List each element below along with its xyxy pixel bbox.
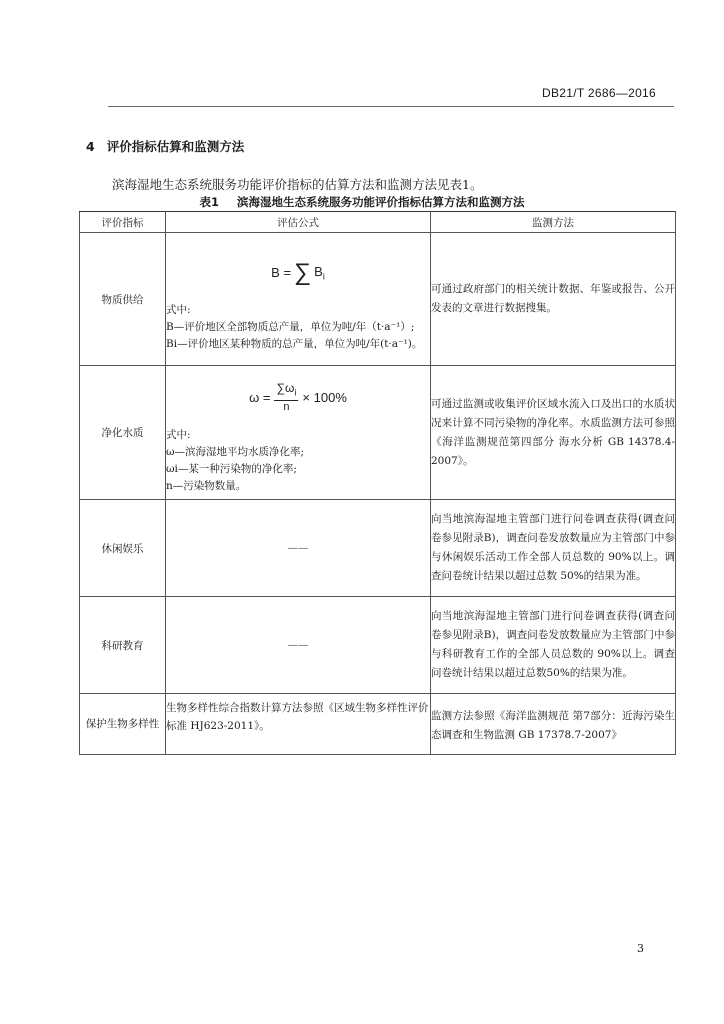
table-header-row [80,212,676,233]
formula-note-line: ωi—某一种污染物的净化率; [166,462,297,475]
indicator-table [79,211,676,755]
formula-note-line: ω—滨海湿地平均水质净化率; [166,445,305,458]
formula-note-line: B—评价地区全部物质总产量，单位为吨/年（t·a⁻¹）; [166,320,415,333]
formula-equation: B = ∑ $B_i$ [271,258,325,286]
formula-note-line: Bi—评价地区某种物质的总产量，单位为吨/年(t·a⁻¹)。 [166,337,423,350]
table-number: 表1 [199,195,219,209]
section-number: 4 [86,139,95,154]
table-title: 滨海湿地生态系统服务功能评价指标估算方法和监测方法 [237,195,525,209]
header-formula: 评估公式 [166,212,431,233]
table-row [80,694,676,755]
formula-notes [166,302,430,355]
indicator-cell: 净化水质 [80,366,166,500]
method-cell: 监测方法参照《海洋监测规范 第7部分：近海污染生态调查和生物监测 GB 17378.7-2007》 [431,694,676,755]
formula-fraction: $\frac{\sum\omega_i}{n}$ [276,381,297,413]
indicator-cell: 科研教育 [80,597,166,694]
formula-note-line: n—污染物数量。 [166,479,247,492]
formula-notes [166,427,430,497]
table-row [80,597,676,694]
intro-paragraph: 滨海湿地生态系统服务功能评价指标的估算方法和监测方法见表1。 [112,177,483,192]
standard-code: DB21/T 2686—2016 [542,86,656,100]
formula-cell: —— [166,500,431,597]
header-method: 监测方法 [431,212,676,233]
header-indicator: 评价指标 [80,212,166,233]
method-cell: 向当地滨海湿地主管部门进行问卷调查获得(调查问卷参见附录B)，调查问卷发放数量应为主管部门中参与休闲娱乐活动工作全部人员总数的 90%以上。调查问卷统计结果以超过总数 50%的结果为准。 [431,500,676,597]
table-row [80,500,676,597]
formula-cell: 生物多样性综合指数计算方法参照《区域生物多样性评价标准 HJ623-2011》。 [166,694,431,755]
formula-note-line: 式中: [166,428,191,441]
indicator-cell: 物质供给 [80,233,166,366]
table-caption [0,194,724,210]
page-number: 3 [637,942,644,955]
method-cell: 可通过监测或收集评价区域水流入口及出口的水质状况来计算不同污染物的净化率。水质监测方法可参照《海洋监测规范第四部分 海水分析 GB 14378.4-2007》。 [431,366,676,500]
section-title: 评价指标估算和监测方法 [106,139,245,154]
formula-note-line: 式中: [166,303,191,316]
indicator-cell: 保护生物多样性 [80,694,166,755]
formula-cell: —— [166,597,431,694]
formula-cell [166,366,431,500]
table-row [80,366,676,500]
indicator-cell: 休闲娱乐 [80,500,166,597]
table-row [80,233,676,366]
method-cell: 可通过政府部门的相关统计数据、年鉴或报告、公开发表的文章进行数据搜集。 [431,233,676,366]
formula-cell [166,233,431,366]
section-heading [86,137,244,155]
header-rule [108,106,674,107]
method-cell: 向当地滨海湿地主管部门进行问卷调查获得(调查问卷参见附录B)，调查问卷发放数量应为主管部门中参与科研教育工作的全部人员总数的 90%以上。调查问卷统计结果以超过总数50%的结果为准。 [431,597,676,694]
formula-equation: ω = $\frac{\sum\omega_i}{n}$ × 100% [249,381,347,413]
